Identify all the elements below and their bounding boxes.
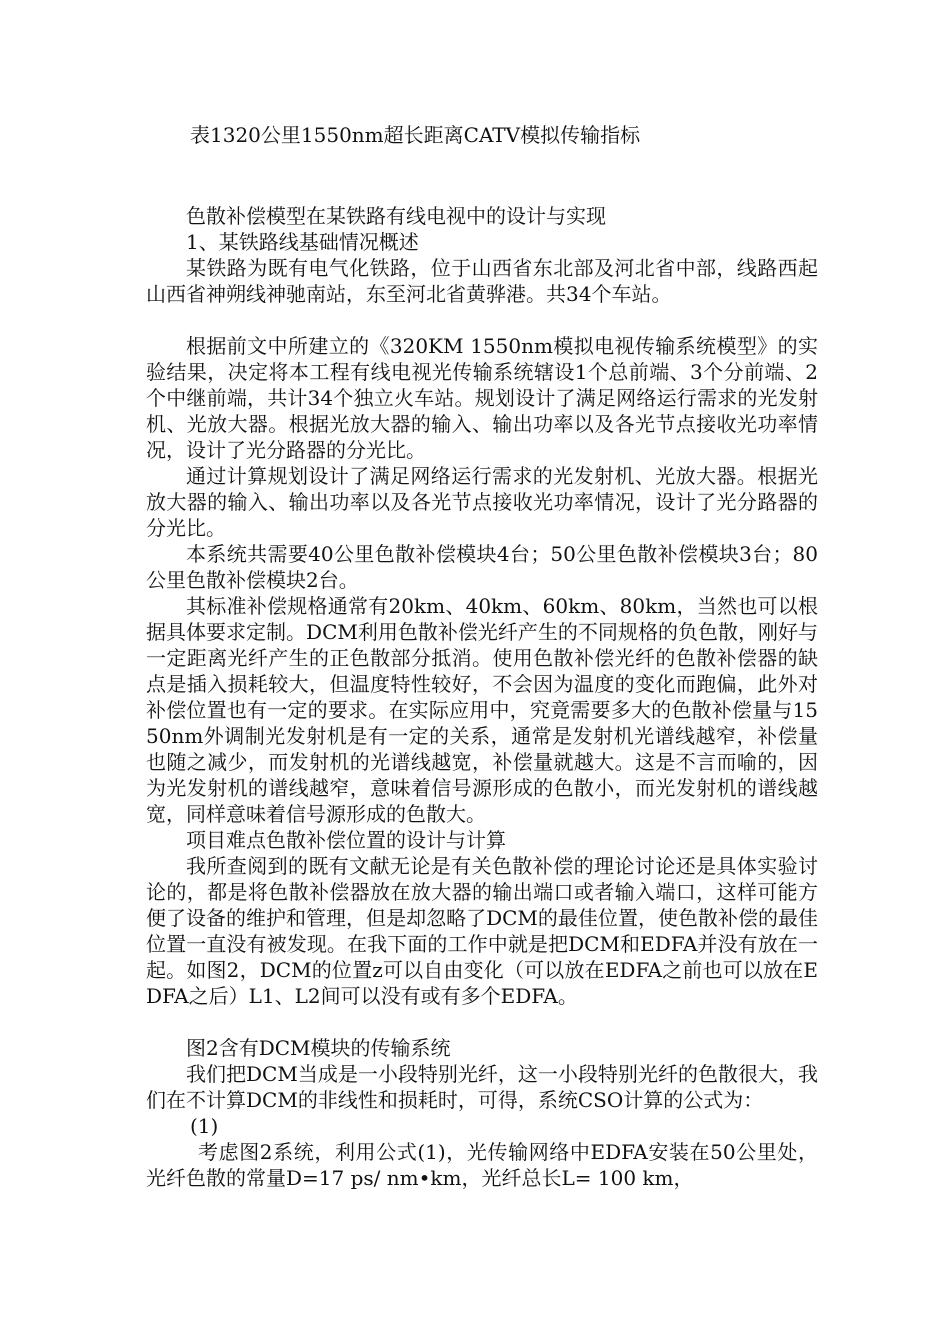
figure-caption: 图2含有DCM模块的传输系统 [186,1036,451,1060]
paragraph-model-results: 根据前文中所建立的《320KM 1550nm模拟电视传输系统模型》的实验结果，决定将本工程有线电视光传输系统辖设1个总前端、3个分前端、2个中继前端，共计34个独立火车站。规划设计了满足网络运行需求的光发射机、光放大器。根据光放大器的输入、输出功率以及各光节点接收光功率情况，设计了光分路器的分光比。 [146,334,818,462]
formula-label: (1) [190,1114,219,1138]
article-body [146,203,818,1191]
paragraph-module-count: 本系统共需要40公里色散补偿模块4台；50公里色散补偿模块3台；80公里色散补偿模块2台。 [146,542,818,592]
paragraph-planning: 通过计算规划设计了满足网络运行需求的光发射机、光放大器。根据光放大器的输入、输出功率以及各光节点接收光功率情况，设计了光分路器的分光比。 [146,464,818,540]
article-title: 色散补偿模型在某铁路有线电视中的设计与实现 [186,204,606,228]
paragraph-example: 考虑图2系统，利用公式(1)，光传输网络中EDFA安装在50公里处，光纤色散的常量D=17 ps/ nm•km，光纤总长L= 100 km， [146,1140,818,1190]
paragraph-compensation-spec: 其标准补偿规格通常有20km、40km、60km、80km，当然也可以根据具体要求定制。DCM利用色散补偿光纤产生的不同规格的负色散，刚好与一定距离光纤产生的正色散部分抵消。使用色散补偿光纤的色散补偿器的缺点是插入损耗较大，但温度特性较好，不会因为温度的变化而跑偏，此外对补偿位置也有一定的要求。在实际应用中，究竟需要多大的色散补偿量与1550nm外调制光发射机是有一定的关系，通常是发射机光谱线越窄，补偿量也随之减少，而发射机的光谱线越宽，补偿量就越大。这是不言而喻的，因为光发射机的谱线越窄，意味着信号源形成的色散小，而光发射机的谱线越宽，同样意味着信号源形成的色散大。 [146,594,818,826]
paragraph-dcm-position: 我所查阅到的既有文献无论是有关色散补偿的理论讨论还是具体实验讨论的，都是将色散补偿器放在放大器的输出端口或者输入端口，这样可能方便了设备的维护和管理，但是却忽略了DCM的最佳位置，使色散补偿的最佳位置一直没有被发现。在我下面的工作中就是把DCM和EDFA并没有放在一起。如图2，DCM的位置z可以自由变化（可以放在EDFA之前也可以放在EDFA之后）L1、L2间可以没有或有多个EDFA。 [146,854,818,1008]
table-caption: 表1320公里1550nm超长距离CATV模拟传输指标 [190,123,641,147]
paragraph-railway-overview: 某铁路为既有电气化铁路，位于山西省东北部及河北省中部，线路西起山西省神朔线神驰南站，东至河北省黄骅港。共34个车站。 [146,256,818,306]
paragraph-cso-formula: 我们把DCM当成是一小段特别光纤，这一小段特别光纤的色散很大，我们在不计算DCM的非线性和损耗时，可得，系统CSO计算的公式为： [146,1062,818,1112]
subsection-heading: 项目难点色散补偿位置的设计与计算 [186,828,506,852]
section-heading: 1、某铁路线基础情况概述 [186,230,419,254]
